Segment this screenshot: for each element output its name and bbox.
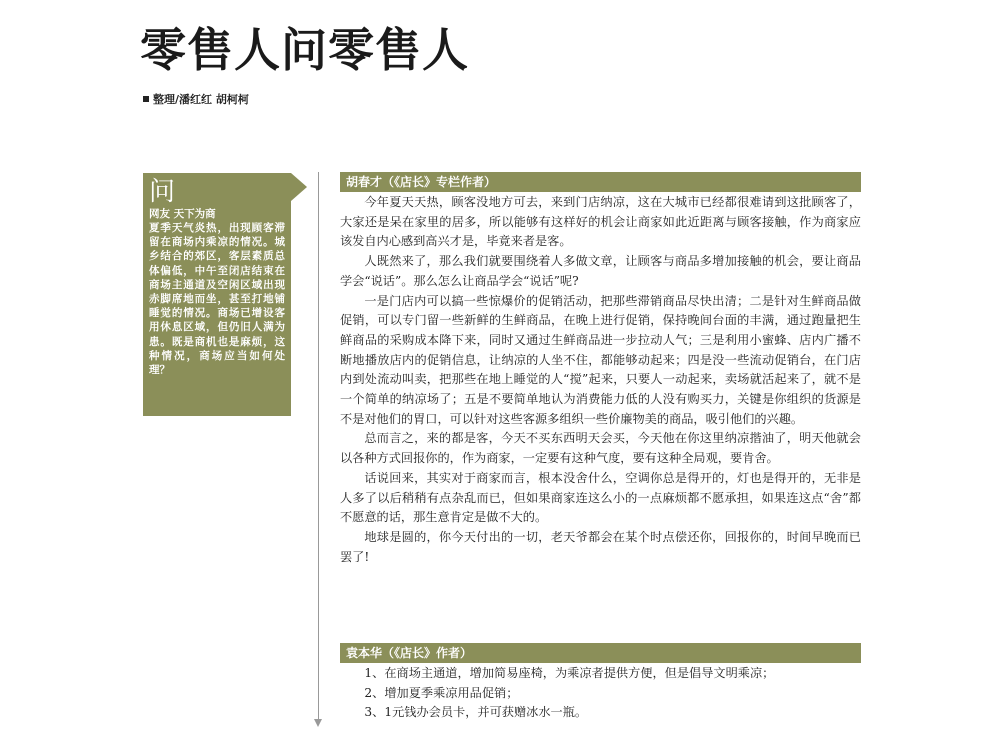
editor-credit [143,91,249,107]
answer-2-paragraph: 1、在商场主通道，增加简易座椅，为乘凉者提供方便，但是倡导文明乘凉； [364,666,775,680]
answer-1-paragraph: 地球是圆的，你今天付出的一切，老天爷都会在某个时点偿还你，回报你的，时间早晚而已罢了! [340,529,861,564]
answer-1-paragraph: 人既然来了，那么我们就要围绕着人多做文章，让顾客与商品多增加接触的机会，要让商品学会“说话”。那么怎么让商品学会“说话”呢? [340,254,861,288]
answer-1-paragraph: 话说回来，其实对于商家而言，根本没舍什么，空调你总是得开的，灯也是得开的，无非是人多了以后稍稍有点杂乱而已，但如果商家连这么小的一点麻烦都不愿承担，如果连这点“舍”都不愿意的话，那生意肯定是做不大的。 [340,470,861,525]
answer-1-paragraph: 总而言之，来的都是客，今天不买东西明天会买，今天他在你这里纳凉揩油了，明天他就会以各种方式回报你的，作为商家，一定要有这种气度，要有这种全局观，要肯舍。 [340,431,861,466]
answer-2-paragraph: 2、增加夏季乘凉用品促销； [364,685,519,700]
question-pointer-icon [291,173,307,201]
question-mark-char: 问 [149,177,176,207]
answer-1-author-bar: 胡春才（《店长》专栏作者） [340,172,861,192]
bullet-square-icon [143,96,149,102]
answer-2-author-bar: 袁本华（《店长》作者） [340,643,861,663]
answer-1-paragraph: 今年夏天天热，顾客没地方可去，来到门店纳凉，这在大城市已经都很难请到这批顾客了，大家还是呆在家里的居多，所以能够有这样好的机会让商家如此近距离与顾客接触，作为商家应该发自内心感到高兴才是，毕竟来者是客。 [340,195,861,249]
answer-1-body [340,193,861,567]
arrow-down-icon [314,719,322,727]
answer-2-paragraph: 3、1元钱办会员卡，并可获赠冰水一瓶。 [364,705,588,720]
question-box [143,173,291,416]
editor-label: 整理/潘红红 胡柯柯 [153,93,249,106]
question-text: 夏季天气炎热，出现顾客滞留在商场内乘凉的情况。城乡结合的郊区，客层素质总体偏低，中午至闭店结束在商场主通道及空闲区域出现赤脚席地而坐，甚至打地铺睡觉的情况。商场已增设客用休息区域，但仍旧人满为患。既是商机也是麻烦，这种情况，商场应当如何处理？ [149,222,285,377]
question-asker: 网友 天下为商 [149,208,216,220]
answer-2-body [340,664,861,723]
page-title: 零售人问零售人 [140,23,469,77]
answer-1-paragraph: 一是门店内可以搞一些惊爆价的促销活动，把那些滞销商品尽快出清；二是针对生鲜商品做促销，可以专门留一些新鲜的生鲜商品，在晚上进行促销，保持晚间台面的丰满，通过跑量把生鲜商品的采购成本降下来，同时又通过生鲜商品进一步拉动人气；三是利用小蜜蜂、店内广播不断地播放店内的促销信息，让纳凉的人坐不住，都能够动起来；四是没一些流动促销台，在门店内到处流动叫卖，把那些在地上睡觉的人“搅”起来，只要人一动起来，卖场就活起来了，就不是一个简单的纳凉场了；五是不要简单地认为消费能力低的人没有购买力，关键是你组织的货源是不是对他们的胃口，可以针对这些客源多组织一些价廉物美的商品，吸引他们的兴趣。 [340,293,861,426]
timeline-divider [318,172,319,724]
